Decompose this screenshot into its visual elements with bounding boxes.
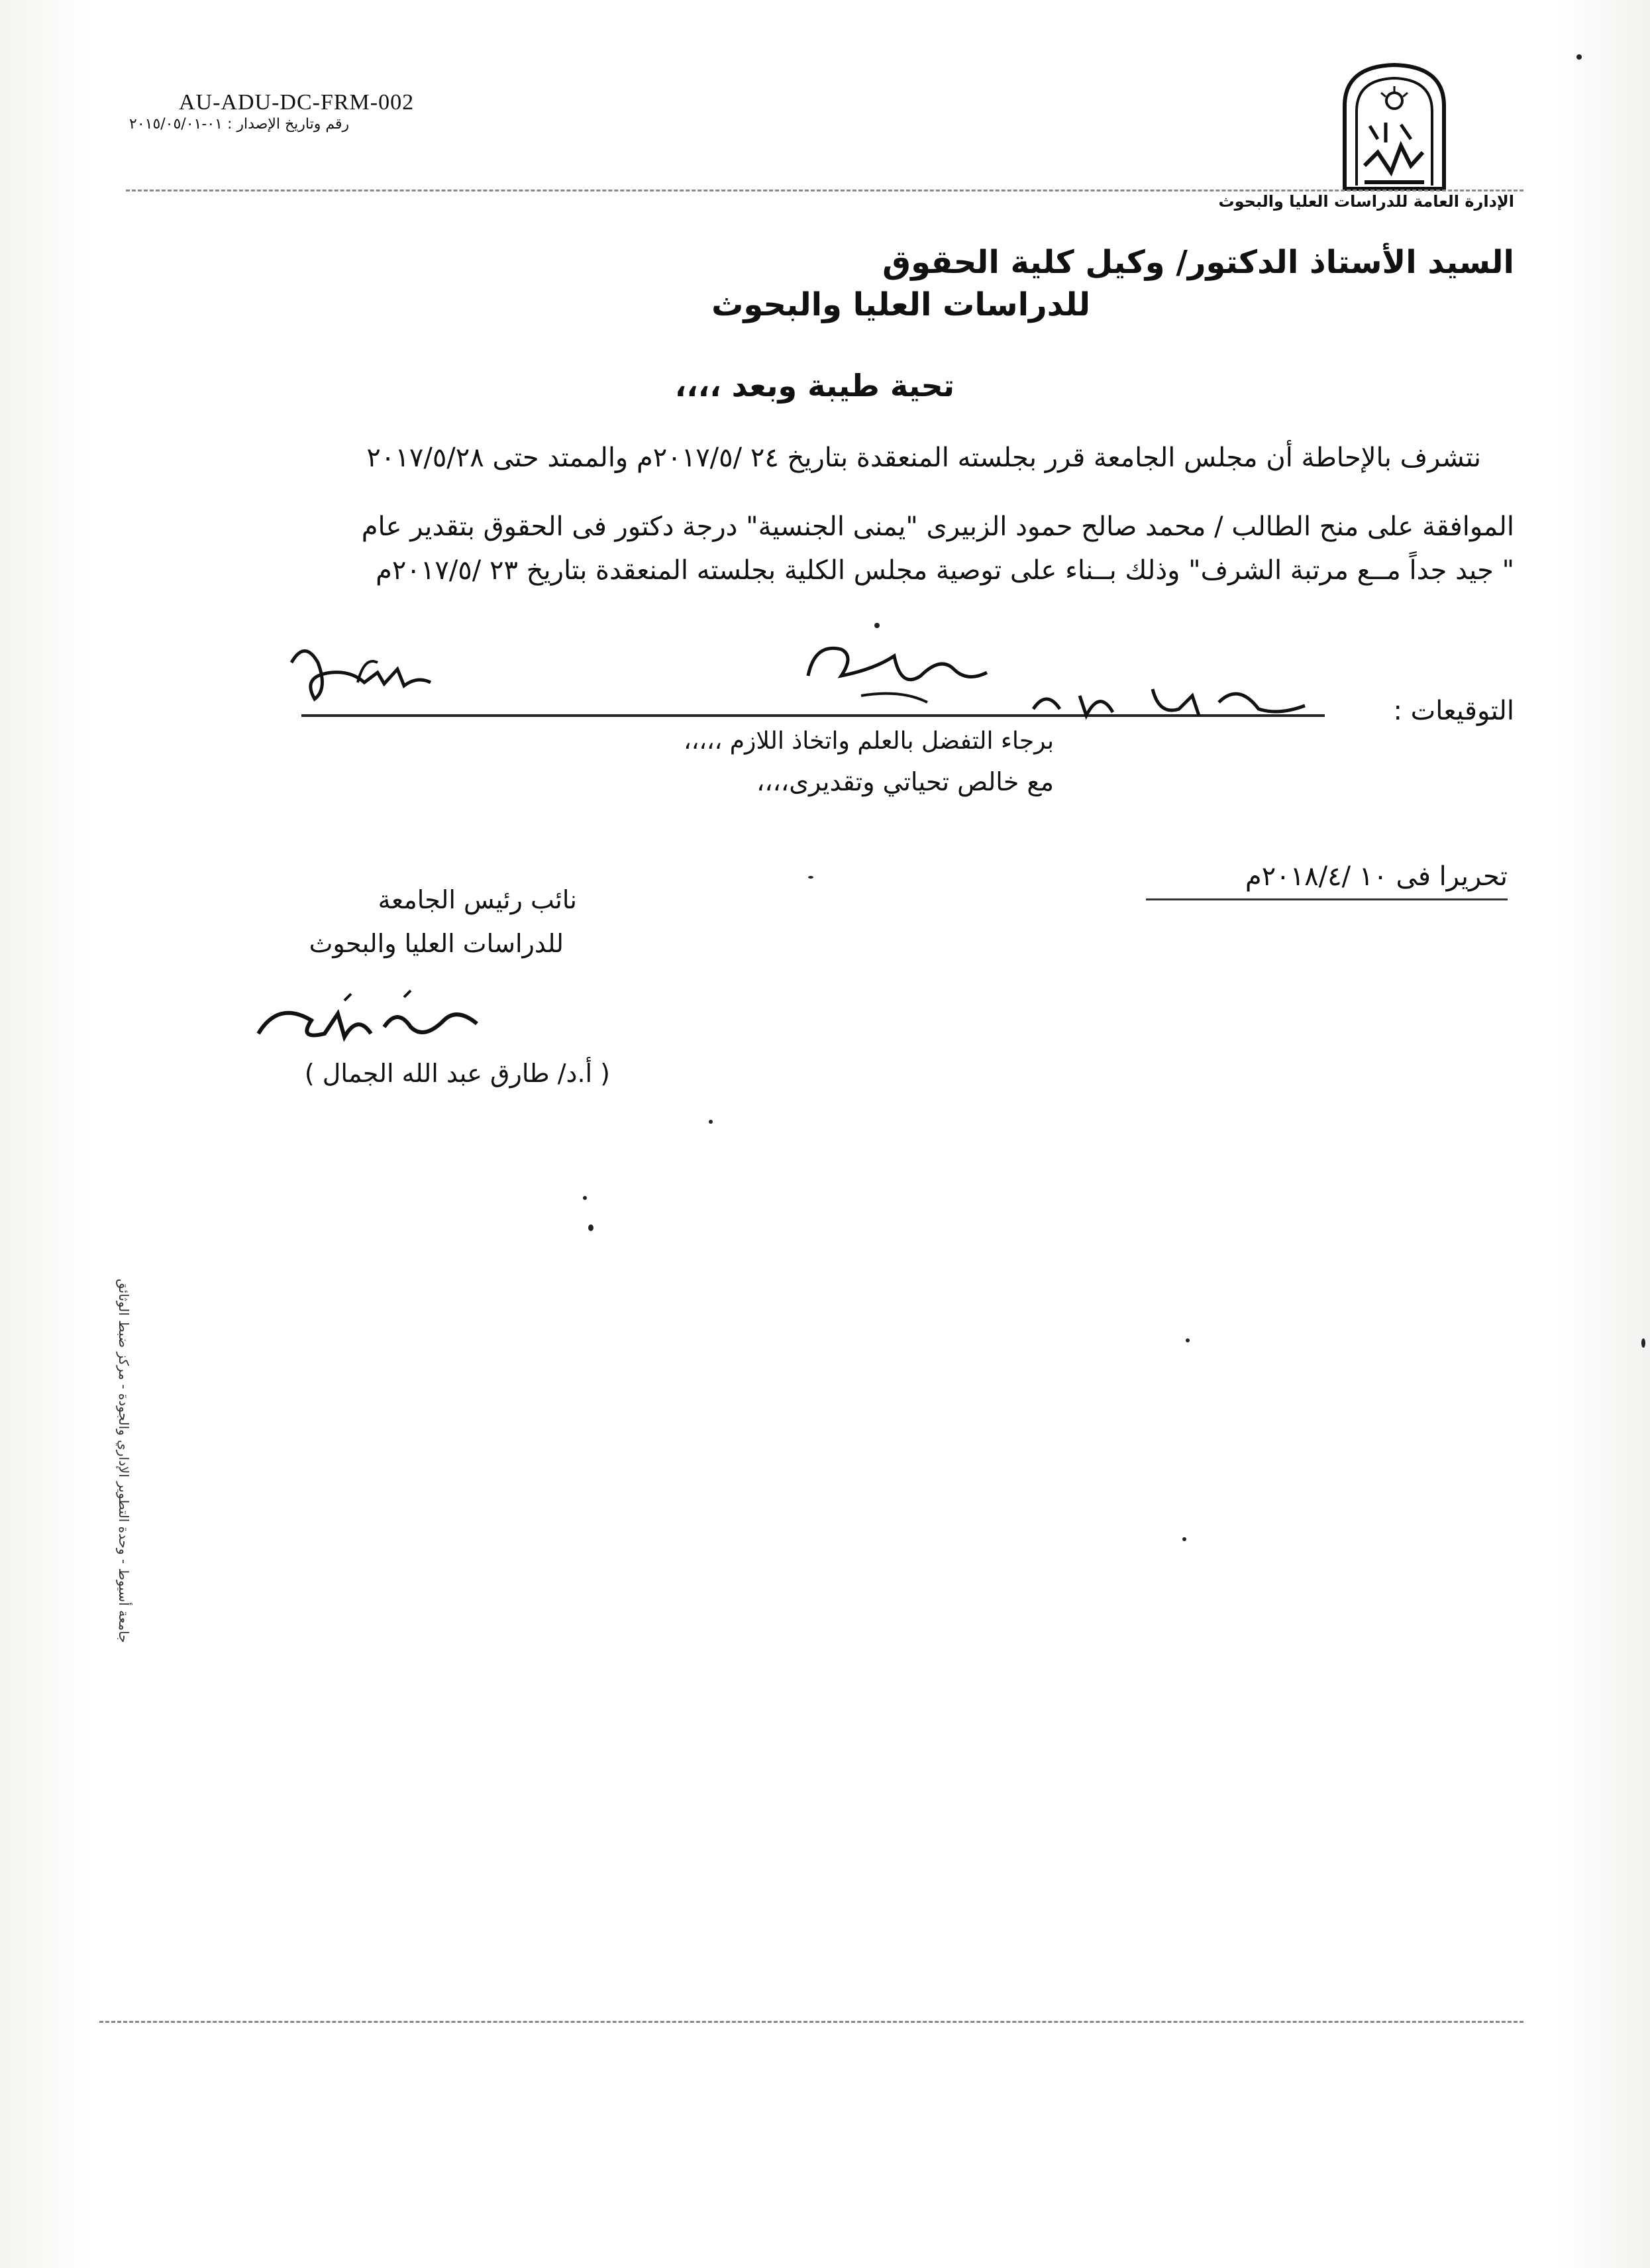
footer-divider [99, 2021, 1523, 2023]
closing-line-1: برجاء التفضل بالعلم واتخاذ اللازم ،،،،، [684, 728, 1054, 755]
vice-president-signature [252, 987, 503, 1060]
scan-speck [1641, 1338, 1645, 1348]
body-line-3: " جيد جداً مــع مرتبة الشرف" وذلك بــناء على توصية مجلس الكلية بجلسته المنعقدة بتاريخ ٢٣ /٢٠١٧/٥م [376, 555, 1514, 586]
scan-speck [1182, 1537, 1186, 1541]
signatures-label: التوقيعات : [1393, 696, 1514, 726]
addressee-title: السيد الأستاذ الدكتور/ وكيل كلية الحقوق [882, 244, 1514, 281]
signature-2 [795, 629, 1007, 709]
margin-document-control-note: جامعة أسيوط - وحدة التطوير الإداري والجودة - مركز ضبط الوثائق [116, 1279, 132, 1643]
scan-speck [1186, 1338, 1190, 1342]
form-code: AU-ADU-DC-FRM-002 [179, 90, 415, 115]
scan-speck [583, 1196, 587, 1200]
body-line-2: الموافقة على منح الطالب / محمد صالح حمود الزبيرى "يمنى الجنسية" درجة دكتور فى الحقوق بتقدير عام [361, 512, 1514, 542]
vice-president-title: نائب رئيس الجامعة [378, 885, 577, 914]
issue-number-date: رقم وتاريخ الإصدار : ٠١-٢٠١٥/٠٥/٠١ [129, 116, 350, 133]
scan-speck [808, 876, 813, 879]
unit-name: الإدارة العامة للدراسات العليا والبحوث [1218, 192, 1514, 211]
header-divider [126, 189, 1523, 191]
closing-line-2: مع خالص تحياتي وتقديرى،،،، [756, 767, 1054, 796]
written-on-date: تحريرا فى ١٠ /٢٠١٨/٤م [1245, 861, 1508, 892]
body-line-1: نتشرف بالإحاطة أن مجلس الجامعة قرر بجلسته المنعقدة بتاريخ ٢٤ /٢٠١٧/٥م والممتد حتى ٢٠١٧/٥/٢٨ [366, 443, 1481, 473]
signature-1 [278, 636, 450, 709]
greeting: تحية طيبة وبعد ،،،، [674, 368, 954, 404]
vice-president-department: للدراسات العليا والبحوث [309, 929, 564, 958]
university-logo [1338, 60, 1451, 192]
scan-speck [588, 1224, 593, 1231]
date-underline [1146, 898, 1508, 900]
scan-speck [709, 1120, 713, 1124]
scan-speck [874, 623, 880, 628]
vice-president-name: ( أ.د/ طارق عبد الله الجمال ) [304, 1059, 610, 1088]
addressee-department: للدراسات العليا والبحوث [711, 286, 1090, 323]
signature-3 [1020, 669, 1325, 729]
scan-speck [1576, 54, 1582, 60]
